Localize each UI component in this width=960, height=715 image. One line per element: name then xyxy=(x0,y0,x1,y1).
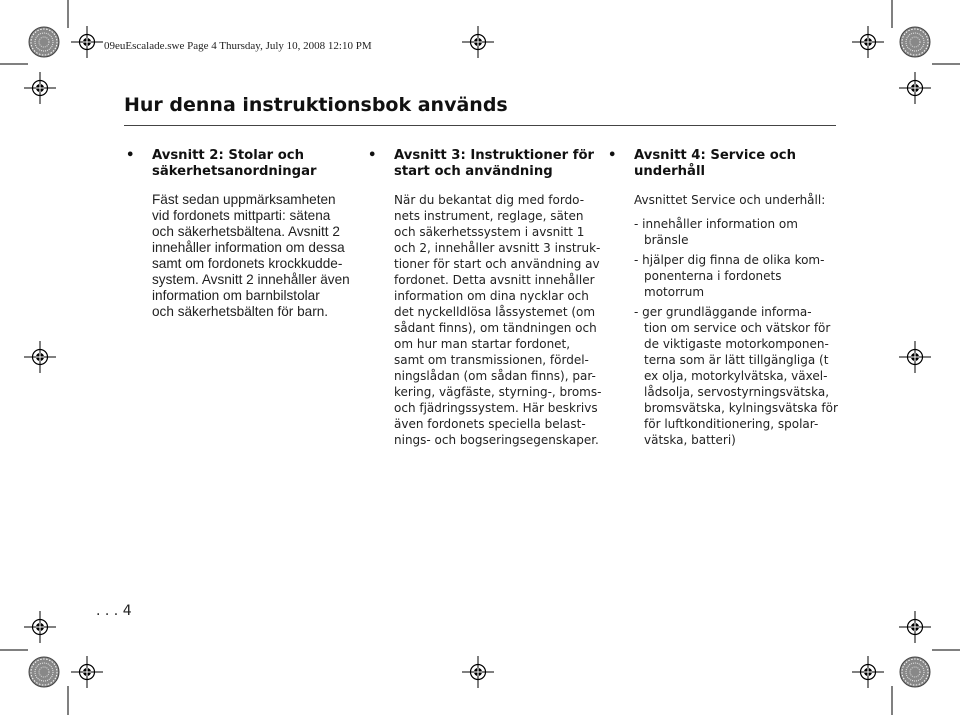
section-2-heading xyxy=(124,148,352,180)
section-3-column xyxy=(366,148,602,448)
body-line: det nyckelldlösa låssystemet (om xyxy=(394,305,596,319)
list-item-line: tion om service och vätskor för xyxy=(644,321,831,335)
body-line: ningslådan (om sådan finns), par- xyxy=(394,369,596,383)
body-line: kering, vägfäste, styrning-, broms- xyxy=(394,385,602,399)
body-line: även fordonets speciella belast- xyxy=(394,417,586,431)
body-line: fordonet. Detta avsnitt innehåller xyxy=(394,273,595,287)
body-line: När du bekantat dig med fordo- xyxy=(394,193,585,207)
body-line: samt om fordonets krockkudde- xyxy=(152,256,343,271)
body-line: Fäst sedan uppmärksamheten xyxy=(152,192,336,207)
body-line: information om barnbilstolar xyxy=(152,288,320,303)
body-line: system. Avsnitt 2 innehåller även xyxy=(152,272,350,287)
list-item-line: lådsolja, servostyrningsvätska, xyxy=(644,385,830,399)
list-item-line: - innehåller information om xyxy=(634,217,798,231)
body-line: nets instrument, reglage, säten xyxy=(394,209,584,223)
body-line: och säkerhetssystem i avsnitt 1 xyxy=(394,225,585,239)
print-slug-line: 09euEscalade.swe Page 4 Thursday, July 10, 2008 12:10 PM xyxy=(104,40,372,52)
list-item-line: vätska, batteri) xyxy=(644,433,736,447)
body-line: sådant finns), om tändningen och xyxy=(394,321,597,335)
body-line: samt om transmissionen, fördel- xyxy=(394,353,589,367)
list-item xyxy=(634,304,838,448)
heading-line: underhåll xyxy=(634,164,705,179)
list-item xyxy=(634,216,838,248)
heading-line: Avsnitt 3: Instruktioner för xyxy=(394,148,595,163)
page-title: Hur denna instruktionsbok används xyxy=(124,94,508,116)
body-line: om hur man startar fordonet, xyxy=(394,337,571,351)
section-3-body xyxy=(366,192,602,448)
list-item-line: bromsvätska, kylningsvätska för xyxy=(644,401,838,415)
bullet-icon: • xyxy=(126,148,135,163)
list-item-line: de viktigaste motorkomponen- xyxy=(644,337,829,351)
heading-line: säkerhetsanordningar xyxy=(152,164,317,179)
section-4-intro: Avsnittet Service och underhåll: xyxy=(634,193,826,207)
body-line: och fjädringssystem. Här beskrivs xyxy=(394,401,598,415)
section-2-body xyxy=(124,192,352,320)
heading-line: Avsnitt 4: Service och xyxy=(634,148,797,163)
list-item-line: bränsle xyxy=(644,233,689,247)
list-item-line: ponenterna i fordonets xyxy=(644,269,782,283)
body-line: och säkerhetsbälten för barn. xyxy=(152,304,329,319)
heading-line: Avsnitt 2: Stolar och xyxy=(152,148,304,163)
section-4-column xyxy=(606,148,838,448)
heading-line: start och användning xyxy=(394,164,553,179)
body-line: tioner för start och användning av xyxy=(394,257,600,271)
bullet-icon: • xyxy=(608,148,617,163)
page-number: . . . 4 xyxy=(96,603,132,619)
section-4-body xyxy=(606,192,838,448)
list-item xyxy=(634,252,838,300)
body-line: vid fordonets mittparti: sätena xyxy=(152,208,331,223)
body-line: och säkerhetsbältena. Avsnitt 2 xyxy=(152,224,340,239)
list-item-line: ex olja, motorkylvätska, växel- xyxy=(644,369,828,383)
body-line: och 2, innehåller avsnitt 3 instruk- xyxy=(394,241,601,255)
list-item-line: motorrum xyxy=(644,285,705,299)
list-item-line: terna som är lätt tillgängliga (t xyxy=(644,353,829,367)
bullet-icon: • xyxy=(368,148,377,163)
list-item-line: - hjälper dig finna de olika kom- xyxy=(634,253,825,267)
body-line: information om dina nycklar och xyxy=(394,289,589,303)
list-item-line: - ger grundläggande informa- xyxy=(634,305,812,319)
body-line: innehåller information om dessa xyxy=(152,240,345,255)
section-3-heading xyxy=(366,148,598,180)
body-line: nings- och bogseringsegenskaper. xyxy=(394,433,599,447)
list-item-line: för luftkonditionering, spolar- xyxy=(644,417,819,431)
section-2-column xyxy=(124,148,352,320)
title-divider xyxy=(124,125,836,126)
section-4-heading xyxy=(606,148,838,180)
